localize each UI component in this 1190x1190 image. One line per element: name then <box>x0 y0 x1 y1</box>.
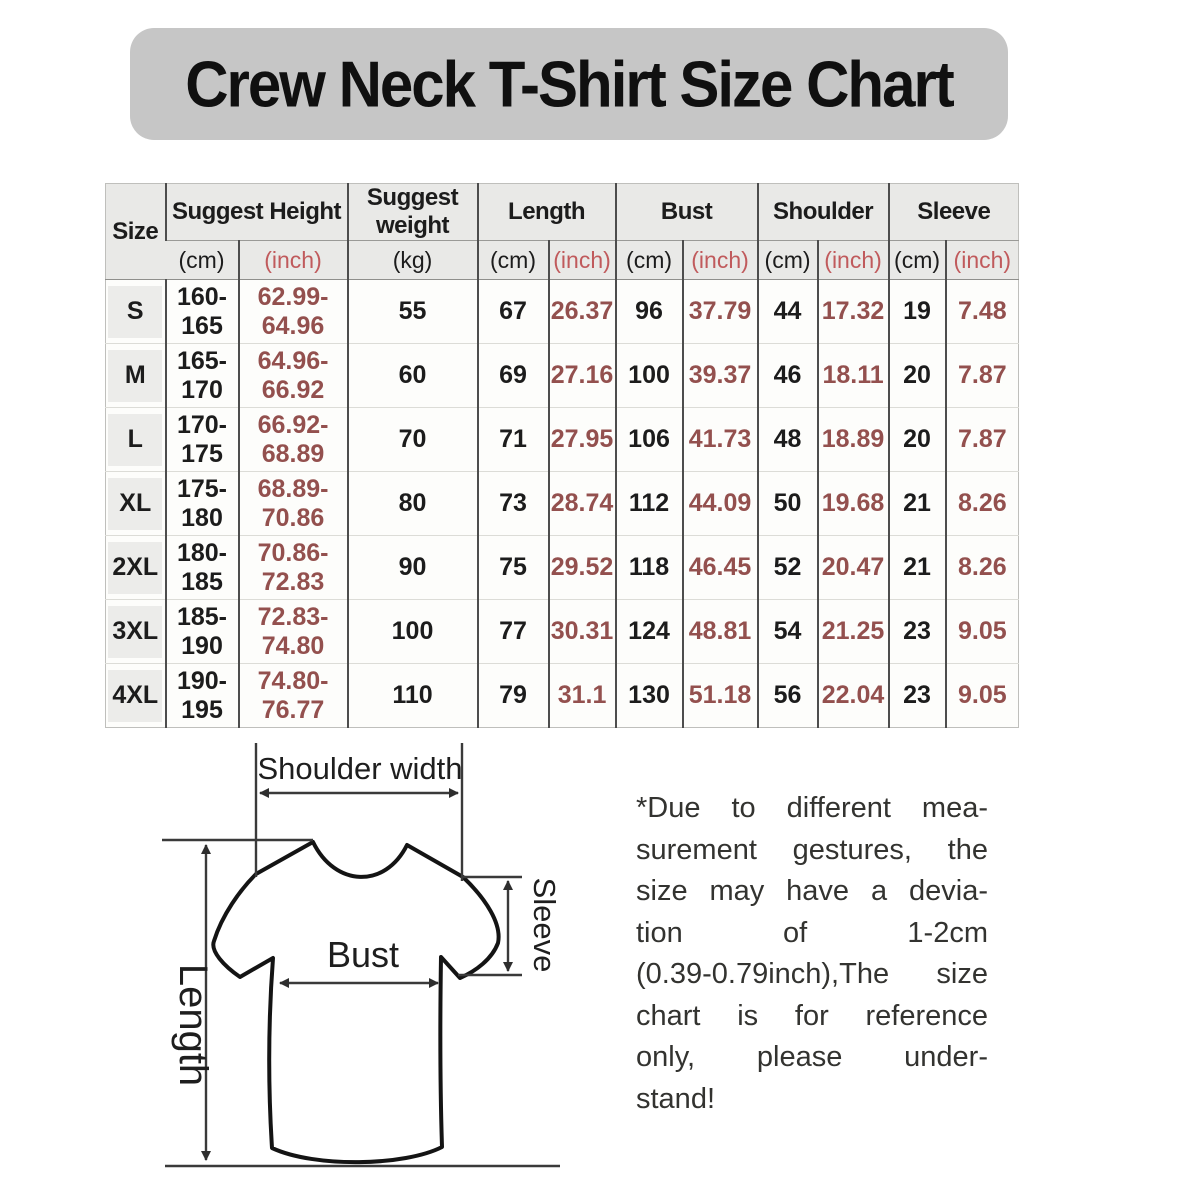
disclaimer-line: *Due to different mea- <box>636 792 988 824</box>
measurement-cell: 165-170 <box>166 344 239 408</box>
size-label-cell <box>106 408 166 472</box>
measurement-cell: 70.86-72.83 <box>239 536 348 600</box>
measurement-cell: 73 <box>478 472 549 536</box>
disclaimer-line: stand! <box>636 1082 715 1115</box>
size-table-body <box>106 280 1019 728</box>
disclaimer-line: chart is for reference <box>636 999 988 1032</box>
measurement-cell: 9.05 <box>946 600 1019 664</box>
tshirt-measurement-diagram <box>150 735 590 1190</box>
measurement-cell: 72.83-74.80 <box>239 600 348 664</box>
disclaimer-line: surement gestures, the <box>636 833 988 866</box>
measurement-cell: 30.31 <box>549 600 616 664</box>
size-chip: 4XL <box>108 670 162 722</box>
disclaimer-text <box>636 788 988 1120</box>
measurement-cell: 19 <box>889 280 946 344</box>
disclaimer-line: only, please under- <box>636 1041 988 1073</box>
measurement-cell: 18.11 <box>818 344 889 408</box>
size-chip: XL <box>108 478 162 530</box>
disclaimer-line: size may have a devia- <box>636 875 988 907</box>
measurement-cell: 100 <box>348 600 478 664</box>
measurement-cell: 21 <box>889 472 946 536</box>
measurement-cell: 80 <box>348 472 478 536</box>
measurement-cell: 170-175 <box>166 408 239 472</box>
measurement-cell: 9.05 <box>946 664 1019 728</box>
measurement-cell: 60 <box>348 344 478 408</box>
measurement-cell: 52 <box>758 536 818 600</box>
column-group-length: Length <box>478 184 616 241</box>
measurement-cell: 75 <box>478 536 549 600</box>
unit-header: (inch) <box>818 241 889 280</box>
size-table <box>105 183 1019 728</box>
measurement-cell: 69 <box>478 344 549 408</box>
column-group-row <box>106 184 1019 241</box>
size-chip: 2XL <box>108 542 162 594</box>
measurement-cell: 70 <box>348 408 478 472</box>
measurement-cell: 37.79 <box>683 280 758 344</box>
disclaimer-line: tion of 1-2cm <box>636 916 988 949</box>
size-label-cell <box>106 600 166 664</box>
size-row-m <box>106 344 1019 408</box>
measurement-cell: 62.99-64.96 <box>239 280 348 344</box>
measurement-cell: 100 <box>616 344 683 408</box>
measurement-cell: 54 <box>758 600 818 664</box>
measurement-cell: 110 <box>348 664 478 728</box>
measurement-cell: 46.45 <box>683 536 758 600</box>
unit-header: (inch) <box>946 241 1019 280</box>
measurement-cell: 18.89 <box>818 408 889 472</box>
measurement-cell: 185-190 <box>166 600 239 664</box>
measurement-cell: 64.96-66.92 <box>239 344 348 408</box>
measurement-cell: 124 <box>616 600 683 664</box>
measurement-cell: 56 <box>758 664 818 728</box>
measurement-cell: 160-165 <box>166 280 239 344</box>
measurement-cell: 90 <box>348 536 478 600</box>
unit-header: (inch) <box>239 241 348 280</box>
size-label-cell <box>106 664 166 728</box>
shoulder-width-label: Shoulder width <box>257 751 463 786</box>
unit-header: (inch) <box>683 241 758 280</box>
size-chip: L <box>108 414 162 466</box>
measurement-cell: 55 <box>348 280 478 344</box>
measurement-cell: 31.1 <box>549 664 616 728</box>
measurement-cell: 118 <box>616 536 683 600</box>
length-label: Length <box>171 963 215 1087</box>
measurement-cell: 28.74 <box>549 472 616 536</box>
measurement-cell: 7.48 <box>946 280 1019 344</box>
measurement-cell: 20.47 <box>818 536 889 600</box>
measurement-cell: 39.37 <box>683 344 758 408</box>
unit-row <box>106 241 1019 280</box>
measurement-cell: 44 <box>758 280 818 344</box>
measurement-cell: 17.32 <box>818 280 889 344</box>
size-chip: S <box>108 286 162 338</box>
measurement-cell: 51.18 <box>683 664 758 728</box>
unit-header: (cm) <box>166 241 239 280</box>
measurement-cell: 190-195 <box>166 664 239 728</box>
measurement-cell: 41.73 <box>683 408 758 472</box>
column-group-suggest-height: Suggest Height <box>166 184 348 241</box>
unit-header: (cm) <box>758 241 818 280</box>
column-group-bust: Bust <box>616 184 758 241</box>
measurement-cell: 48.81 <box>683 600 758 664</box>
measurement-cell: 66.92-68.89 <box>239 408 348 472</box>
bust-label: Bust <box>326 934 400 975</box>
measurement-cell: 23 <box>889 664 946 728</box>
measurement-cell: 8.26 <box>946 536 1019 600</box>
title-banner <box>130 28 1008 140</box>
unit-header: (inch) <box>549 241 616 280</box>
measurement-cell: 44.09 <box>683 472 758 536</box>
size-chip: M <box>108 350 162 402</box>
size-label-cell <box>106 536 166 600</box>
measurement-cell: 130 <box>616 664 683 728</box>
measurement-cell: 20 <box>889 408 946 472</box>
measurement-cell: 175-180 <box>166 472 239 536</box>
measurement-cell: 27.95 <box>549 408 616 472</box>
measurement-cell: 7.87 <box>946 344 1019 408</box>
tshirt-outline <box>213 842 498 1162</box>
column-group-suggest-weight: Suggest weight <box>348 184 478 241</box>
measurement-cell: 26.37 <box>549 280 616 344</box>
size-row-2xl <box>106 536 1019 600</box>
measurement-cell: 46 <box>758 344 818 408</box>
measurement-cell: 106 <box>616 408 683 472</box>
measurement-cell: 74.80-76.77 <box>239 664 348 728</box>
size-row-4xl <box>106 664 1019 728</box>
measurement-cell: 112 <box>616 472 683 536</box>
measurement-cell: 21.25 <box>818 600 889 664</box>
measurement-cell: 27.16 <box>549 344 616 408</box>
measurement-cell: 96 <box>616 280 683 344</box>
measurement-cell: 68.89-70.86 <box>239 472 348 536</box>
size-chip: 3XL <box>108 606 162 658</box>
size-row-s <box>106 280 1019 344</box>
measurement-cell: 8.26 <box>946 472 1019 536</box>
unit-header: (cm) <box>478 241 549 280</box>
column-group-sleeve: Sleeve <box>889 184 1019 241</box>
measurement-cell: 77 <box>478 600 549 664</box>
measurement-cell: 21 <box>889 536 946 600</box>
measurement-cell: 67 <box>478 280 549 344</box>
size-row-3xl <box>106 600 1019 664</box>
measurement-cell: 50 <box>758 472 818 536</box>
size-row-xl <box>106 472 1019 536</box>
size-row-l <box>106 408 1019 472</box>
unit-header: (kg) <box>348 241 478 280</box>
measurement-cell: 79 <box>478 664 549 728</box>
size-label-cell <box>106 472 166 536</box>
size-label-cell <box>106 344 166 408</box>
measurement-cell: 29.52 <box>549 536 616 600</box>
column-group-shoulder: Shoulder <box>758 184 889 241</box>
measurement-cell: 20 <box>889 344 946 408</box>
page-title: Crew Neck T-Shirt Size Chart <box>185 47 953 121</box>
unit-header: (cm) <box>889 241 946 280</box>
measurement-cell: 71 <box>478 408 549 472</box>
size-table-header <box>106 184 1019 280</box>
measurement-cell: 180-185 <box>166 536 239 600</box>
disclaimer-line: (0.39-0.79inch),The size <box>636 958 988 990</box>
unit-header: (cm) <box>616 241 683 280</box>
sleeve-label: Sleeve <box>527 877 562 973</box>
size-label-cell <box>106 280 166 344</box>
column-group-size: Size <box>106 184 166 280</box>
measurement-cell: 23 <box>889 600 946 664</box>
measurement-cell: 48 <box>758 408 818 472</box>
measurement-cell: 22.04 <box>818 664 889 728</box>
measurement-cell: 7.87 <box>946 408 1019 472</box>
measurement-cell: 19.68 <box>818 472 889 536</box>
